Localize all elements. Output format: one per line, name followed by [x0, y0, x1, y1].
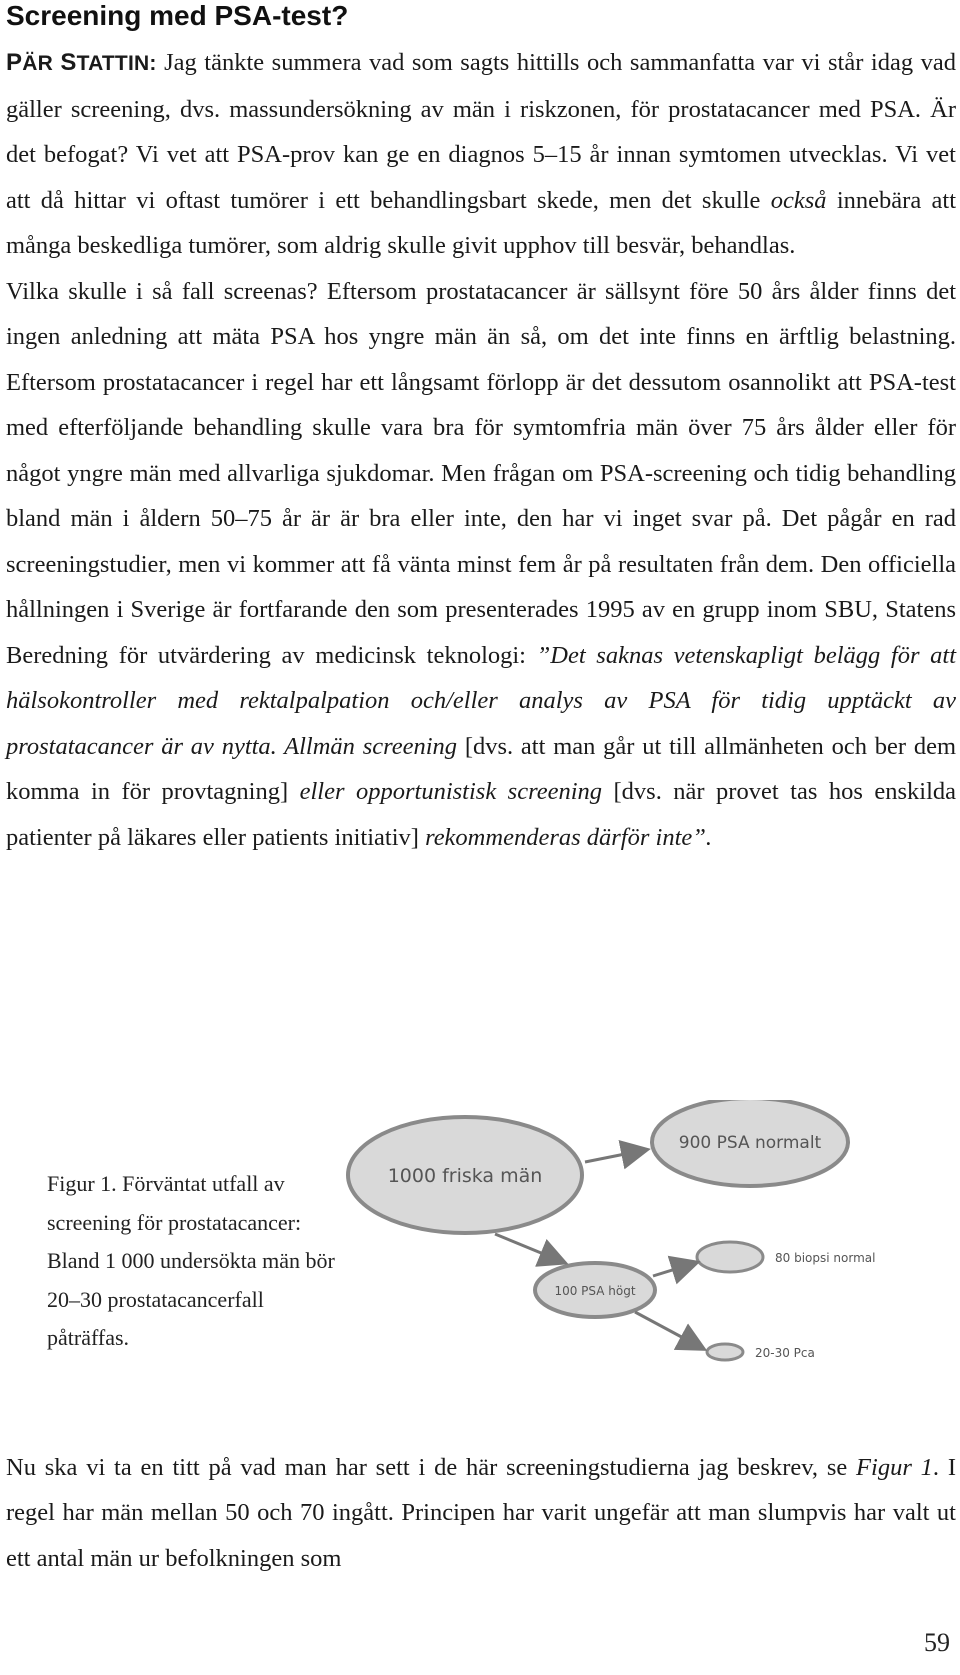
page-number: 59	[924, 1628, 950, 1657]
paragraph-1: PÄR STATTIN: Jag tänkte summera vad som sagts hittills och sammanfatta var vi står idag vad gäller screening, dvs. massundersökning av män i riskzonen, för prostatacancer med PSA. Är det befogat? Vi vet att PSA-prov kan ge en diagnos 5–15 år innan symtomen utvecklas. Vi vet att då hittar vi oftast tumörer i ett behandlingsbart skede, men det skulle också innebära att många beskedliga tumörer, som aldrig skulle givit upphov till besvär, behandlas.	[6, 49, 957, 259]
arrow-1000-to-100	[495, 1234, 563, 1262]
section-heading: Screening med PSA-test?	[6, 0, 349, 31]
paragraph-3: Nu ska vi ta en titt på vad man har sett i de här screeningstudierna jag beskrev, se Figur 1. I regel har män mellan 50 och 70 ingått. Principen har varit ungefär att man slumpvis har valt ut ett antal män ur befolkningen som	[6, 1453, 956, 1572]
paragraph-2: Vilka skulle i så fall screenas? Eftersom prostatacancer är sällsynt före 50 års ålder finns det ingen anledning att mäta PSA hos yngre män än så, om det inte finns en ärftlig belastning. Eftersom prostatacancer i regel har ett långsamt förlopp är det dessutom osannolikt att PSA-test med efterföljande behandling skulle vara bra för symtomfria män över 75 års ålder eller för något yngre män med allvarliga sjukdomar. Men frågan om PSA-screening och tidig behandling bland män i åldern 50–75 år är är bra eller inte, den har vi inget svar på. Det pågår en rad screeningstudier, men vi kommer att få vänta minst fem år på resultaten från dem. Den officiella hållningen i Sverige är fortfarande den som presenterades 1995 av en grupp inom SBU, Statens Beredning för utvärdering av medicinsk teknologi: ”Det saknas vetenskapligt belägg för att hälsokontroller med rektalpalpation och/eller analys av PSA för tidig upptäckt av prostatacancer är av nytta. Allmän screening [dvs. att man går ut till allmänheten och ber dem komma in för provtagning] eller opportunistisk screening [dvs. när provet tas hos enskilda patienter på läkares eller patients initiativ] rekommenderas därför inte”.	[6, 277, 957, 851]
arrow-100-to-2030	[635, 1312, 702, 1348]
speaker-name: PÄR STATTIN:	[6, 49, 157, 76]
body-text-bottom	[6, 1420, 956, 1606]
screening-flow-diagram	[345, 1100, 955, 1420]
node-900-label: 900 PSA normalt	[678, 1133, 822, 1153]
node-1000-label: 1000 friska män	[387, 1165, 543, 1187]
node-2030-label: 20-30 Pca	[755, 1346, 815, 1360]
arrow-1000-to-900	[585, 1150, 645, 1162]
node-100-label: 100 PSA högt	[554, 1284, 636, 1298]
node-2030-ellipse	[707, 1344, 743, 1360]
node-80-label: 80 biopsi normal	[775, 1251, 876, 1265]
arrow-100-to-80	[653, 1263, 695, 1276]
node-80-ellipse	[697, 1242, 763, 1272]
figure-caption: Figur 1. Förväntat utfall av screening för prostatacancer: Bland 1 000 undersökta män bör 20–30 prostatacancerfall påträffas.	[47, 1171, 335, 1350]
body-text-top	[6, 40, 956, 860]
